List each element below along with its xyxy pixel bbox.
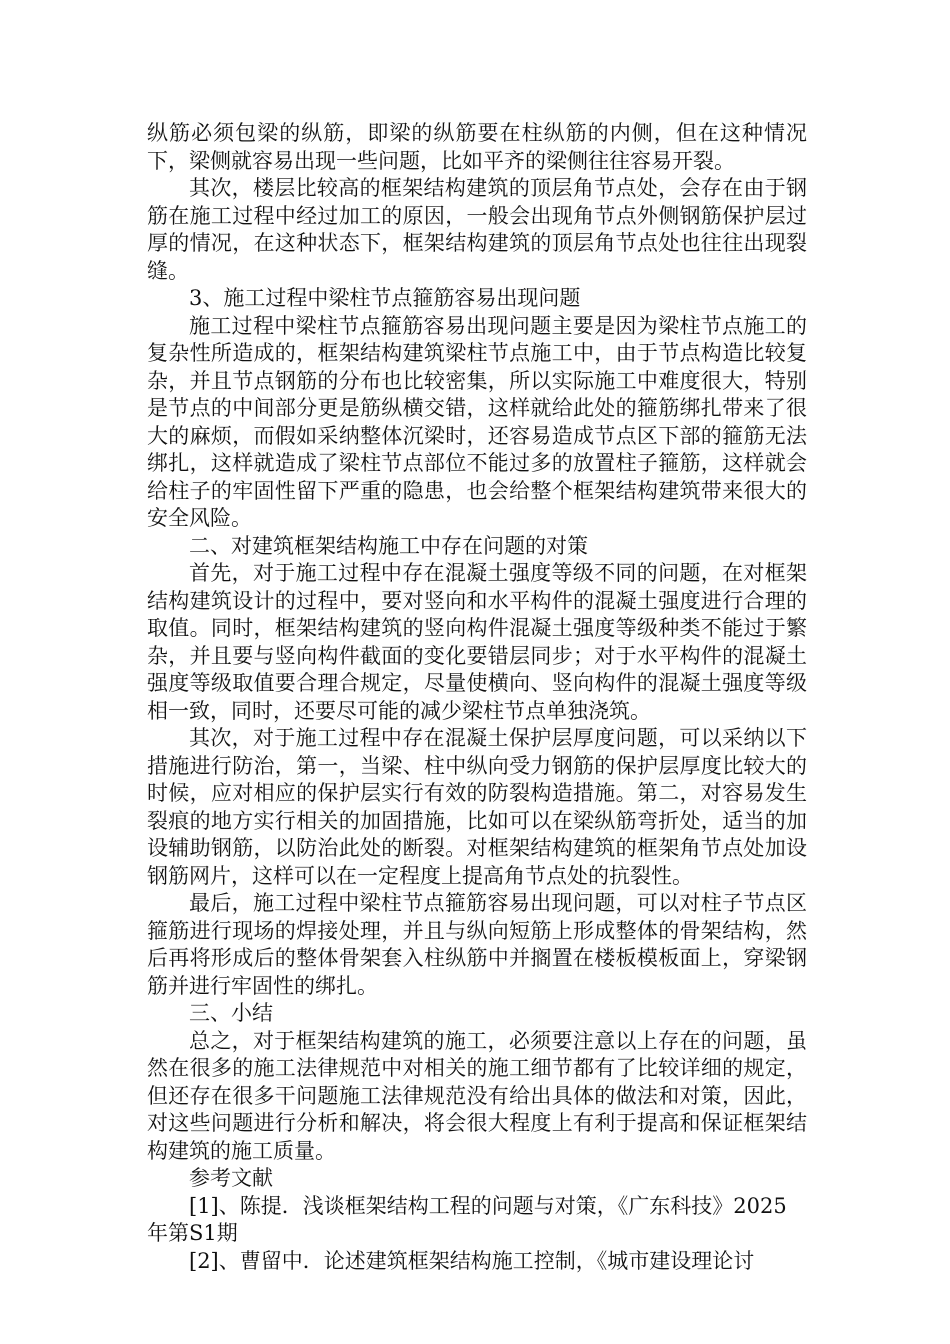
paragraph-continuation: 纵筋必须包梁的纵筋，即梁的纵筋要在柱纵筋的内侧，但在这种情况下，梁侧就容易出现一些问题，比如平齐的梁侧往往容易开裂。: [147, 121, 807, 173]
paragraph-top-corner-joint: 其次，楼层比较高的框架结构建筑的顶层角节点处，会存在由于钢筋在施工过程中经过加工的原因，一般会出现角节点外侧钢筋保护层过厚的情况，在这种状态下，框架结构建筑的顶层角节点处也往往出现裂缝。: [147, 176, 807, 283]
paragraph-protective-layer: 其次，对于施工过程中存在混凝土保护层厚度问题，可以采纳以下措施进行防治，第一，当梁、柱中纵向受力钢筋的保护层厚度比较大的时候，应对相应的保护层实行有效的防裂构造措施。第二，对容易发生裂痕的地方实行相关的加固措施，比如可以在梁纵筋弯折处，适当的加设辅助钢筋，以防治此处的断裂。对框架结构建筑的框架角节点处加设钢筋网片，这样可以在一定程度上提高角节点处的抗裂性。: [147, 726, 807, 888]
document-body: [147, 120, 807, 1275]
section-heading-countermeasures: 二、对建筑框架结构施工中存在问题的对策: [189, 533, 588, 558]
paragraph-summary: 总之，对于框架结构建筑的施工，必须要注意以上存在的问题，虽然在很多的施工法律规范中对相关的施工细节都有了比较详细的规定，但还存在很多干问题施工法律规范没有给出具体的做法和对策，因此，对这些问题进行分析和解决，将会很大程度上有利于提高和保证框架结构建筑的施工质量。: [147, 1028, 807, 1163]
paragraph-stirrup-problem: 施工过程中梁柱节点箍筋容易出现问题主要是因为梁柱节点施工的复杂性所造成的，框架结构建筑梁柱节点施工中，由于节点构造比较复杂，并且节点钢筋的分布也比较密集，所以实际施工中难度很大，特别是节点的中间部分更是筋纵横交错，这样就给此处的箍筋绑扎带来了很大的麻烦，而假如采纳整体沉梁时，还容易造成节点区下部的箍筋无法绑扎，这样就造成了梁柱节点部位不能过多的放置柱子箍筋，这样就会给柱子的牢固性留下严重的隐患，也会给整个框架结构建筑带来很大的安全风险。: [147, 313, 807, 530]
reference-item: [2]、曹留中．论述建筑框架结构施工控制，《城市建设理论讨: [189, 1248, 755, 1273]
references-heading: 参考文献: [189, 1166, 273, 1190]
section-heading-summary: 三、小结: [189, 1001, 273, 1025]
paragraph-concrete-strength: 首先，对于施工过程中存在混凝土强度等级不同的问题，在对框架结构建筑设计的过程中，要对竖向和水平构件的混凝土强度进行合理的取值。同时，框架结构建筑的竖向构件混凝土强度等级种类不能过于繁杂，并且要与竖向构件截面的变化要错层同步；对于水平构件的混凝土强度等级取值要合理合规定，尽量使横向、竖向构件的混凝土强度等级相一致，同时，还要尽可能的减少梁柱节点单独浇筑。: [147, 561, 807, 723]
section-heading-stirrup-problem: 3、施工过程中梁柱节点箍筋容易出现问题: [189, 286, 581, 310]
paragraph-stirrup-welding: 最后，施工过程中梁柱节点箍筋容易出现问题，可以对柱子节点区箍筋进行现场的焊接处理，并且与纵向短筋上形成整体的骨架结构，然后再将形成后的整体骨架套入柱纵筋中并搁置在楼板模板面上，穿梁钢筋并进行牢固性的绑扎。: [147, 891, 807, 998]
reference-item: [1]、陈提．浅谈框架结构工程的问题与对策，《广东科技》2025年第S1期: [147, 1193, 787, 1245]
